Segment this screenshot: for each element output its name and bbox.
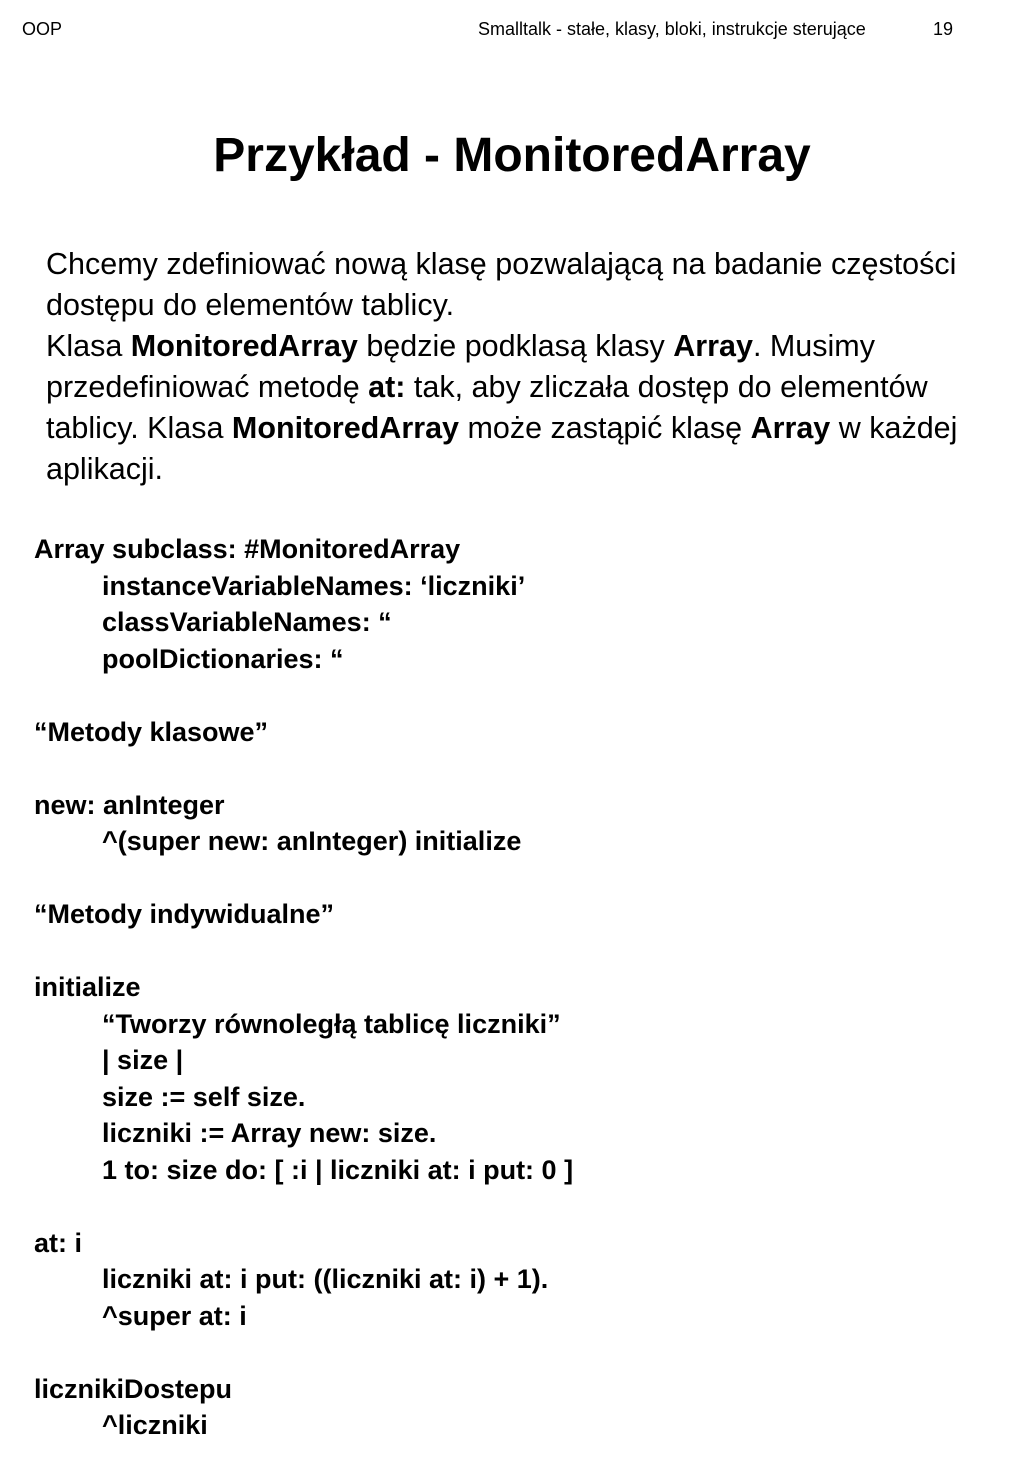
code-line: Array subclass: #MonitoredArray (34, 534, 461, 564)
code-method-header: licznikiDostepu (34, 1373, 233, 1404)
code-line (34, 933, 994, 970)
code-comment: “Tworzy równoległą tablicę liczniki” (102, 1008, 561, 1039)
intro-text-run: . Musimy przedefiniować metodę (46, 329, 875, 404)
code-line: classVariableNames: “ (102, 607, 392, 637)
code-line (34, 1334, 994, 1371)
intro-paragraph-1: Chcemy zdefiniować nową klasę pozwalającą na badanie częstości dostępu do elementów tablicy. (46, 247, 957, 322)
code-line: ^liczniki (102, 1410, 208, 1440)
code-line: instanceVariableNames: ‘liczniki’ (102, 570, 526, 601)
code-line (34, 677, 994, 714)
class-name-monitoredarray: MonitoredArray (130, 329, 358, 363)
code-comment: “Metody indywidualne” (34, 899, 335, 929)
code-method-header: new: anInteger (34, 789, 225, 820)
code-line: liczniki at: i put: ((liczniki at: i) + 1). (102, 1264, 549, 1294)
code-line: size := self size. (102, 1081, 306, 1112)
header-course: OOP (22, 19, 63, 39)
code-line (34, 750, 994, 787)
code-method-header: initialize (34, 972, 141, 1002)
code-listing (34, 531, 994, 1444)
class-name-monitoredarray: MonitoredArray (231, 411, 459, 445)
intro-text-run: w każdej aplikacji. (46, 411, 958, 486)
intro-text-run: Klasa (46, 329, 131, 363)
intro-text-run: tak, aby zliczała dostęp do elementów tablicy. Klasa (46, 370, 928, 445)
code-line: | size | (102, 1045, 184, 1075)
page-title: Przykład - MonitoredArray (213, 129, 811, 182)
header-lecture-title: Smalltalk - stałe, klasy, bloki, instrukcje sterujące (478, 19, 866, 39)
intro-text-run: może zastąpić klasę (459, 411, 751, 445)
intro-paragraph-2 (46, 326, 1011, 490)
code-line: 1 to: size do: [ :i | liczniki at: i put: 0 ] (102, 1154, 574, 1185)
intro-text (46, 244, 1011, 490)
page-number: 19 (933, 19, 954, 39)
code-line: poolDictionaries: “ (102, 643, 344, 674)
class-name-array: Array (673, 329, 753, 363)
code-line: liczniki := Array new: size. (102, 1118, 437, 1148)
intro-text-run: będzie podklasą klasy (357, 329, 674, 363)
code-line: ^(super new: anInteger) initialize (102, 826, 522, 856)
code-method-header: at: i (34, 1227, 83, 1258)
code-line (34, 860, 994, 897)
method-name-at: at: (368, 370, 406, 404)
code-line (34, 1188, 994, 1225)
class-name-array: Array (750, 411, 831, 445)
code-comment: “Metody klasowe” (34, 716, 269, 747)
code-line: ^super at: i (102, 1300, 247, 1331)
